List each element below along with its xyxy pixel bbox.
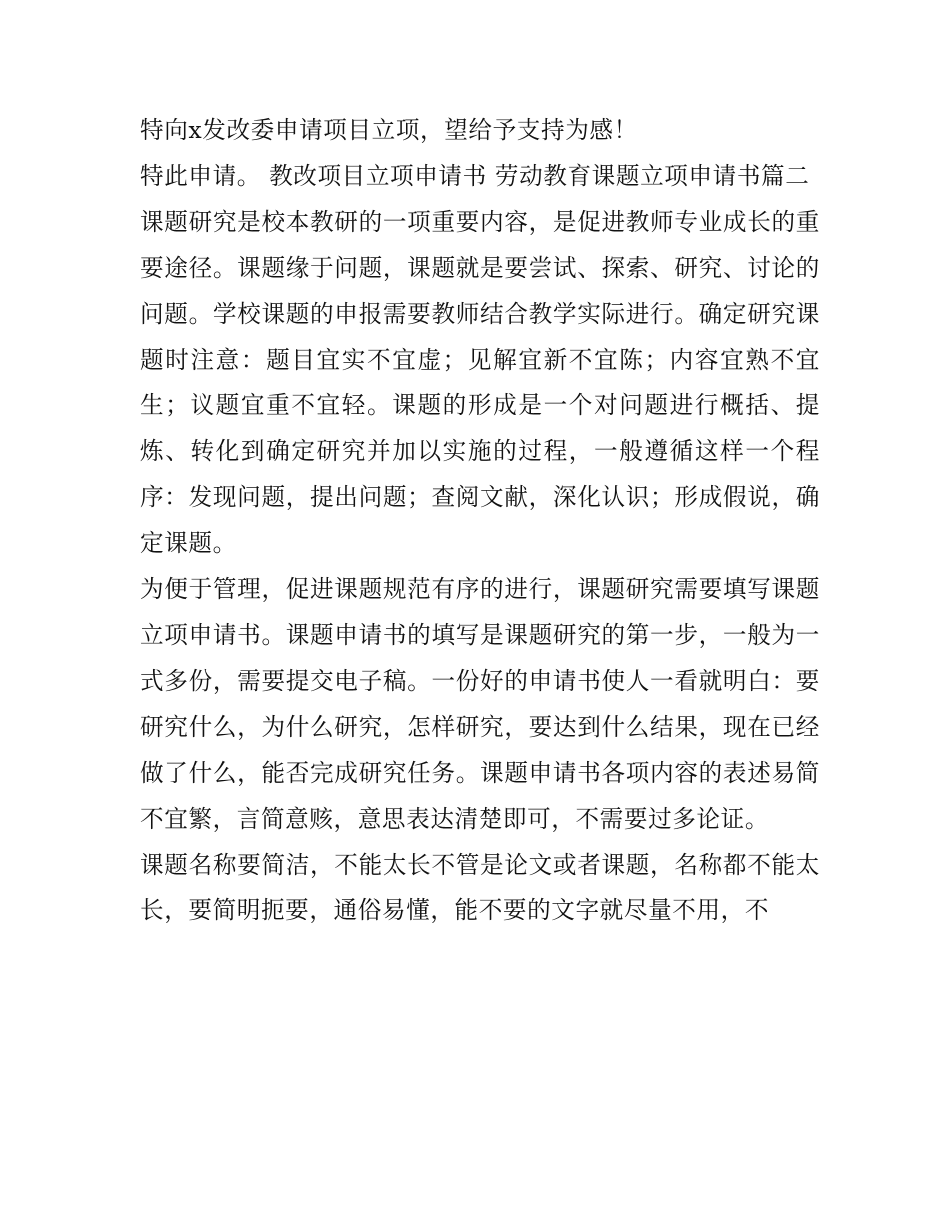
paragraph-request-line: 特向x发改委申请项目立项，望给予支持为感！ bbox=[140, 116, 638, 144]
paragraph-request-closing: 特此申请。 教改项目立项申请书 劳动教育课题立项申请书篇二 bbox=[140, 161, 810, 190]
paragraph-application-form: 为便于管理，促进课题规范有序的进行，课题研究需要填写课题立项申请书。课题申请书的填写是课题研究的第一步，一般为一式多份，需要提交电子稿。一份好的申请书使人一看就明白：要研究什么，为什么研究，怎样研究，要达到什么结果，现在已经做了什么，能否完成研究任务。课题申请书各项内容的表述易简不宜繁，言简意赅，意思表达清楚即可，不需要过多论证。 bbox=[140, 575, 820, 833]
document-body bbox=[140, 108, 820, 934]
paragraph-topic-naming: 课题名称要简洁，不能太长不管是论文或者课题，名称都不能太长，要简明扼要，通俗易懂，能不要的文字就尽量不用，不 bbox=[140, 850, 820, 925]
paragraph-research-intro: 课题研究是校本教研的一项重要内容，是促进教师专业成长的重要途径。课题缘于问题，课题就是要尝试、探索、研究、讨论的问题。学校课题的申报需要教师结合教学实际进行。确定研究课题时注意：题目宜实不宜虚；见解宜新不宜陈；内容宜熟不宜生；议题宜重不宜轻。课题的形成是一个对问题进行概括、提炼、转化到确定研究并加以实施的过程，一般遵循这样一个程序：发现问题，提出问题；查阅文献，深化认识；形成假说，确定课题。 bbox=[140, 207, 820, 558]
